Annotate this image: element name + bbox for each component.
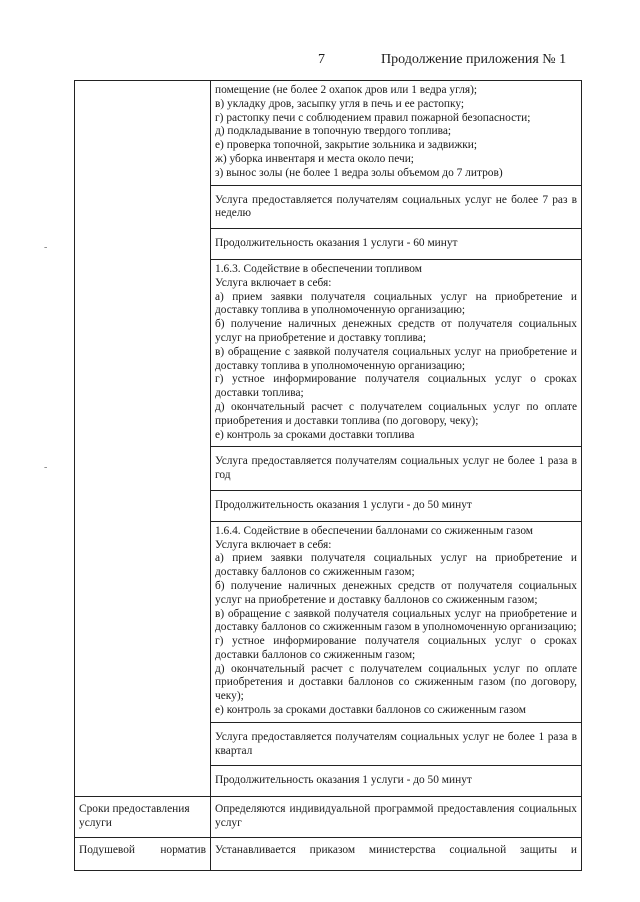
frequency-cell: Услуга предоставляется получателям социальных услуг не более 1 раза в год xyxy=(211,447,582,491)
terms-label-cell: Сроки предоставления услуги xyxy=(75,797,211,838)
list-item: помещение (не более 2 охапок дров или 1 ведра угля); xyxy=(215,84,478,96)
table-row xyxy=(75,837,582,870)
list-item: г) растопку печи с соблюдением правил пожарной безопасности; xyxy=(215,111,531,124)
fuel-service-cell xyxy=(211,259,582,446)
list-item: г) устное информирование получателя социальных услуг о сроках доставки топлива; xyxy=(215,373,577,400)
margin-mark: - xyxy=(44,242,48,253)
norm-label-right: норматив xyxy=(160,843,206,856)
services-table xyxy=(74,80,582,871)
frequency-cell: Услуга предоставляется получателям социальных услуг не более 1 раза в квартал xyxy=(211,722,582,766)
stoking-steps-cell xyxy=(211,81,582,186)
duration-cell: Продолжительность оказания 1 услуги - 60 минут xyxy=(211,229,582,260)
terms-value-cell: Определяются индивидуальной программой предоставления социальных услуг xyxy=(211,797,582,838)
table-row xyxy=(75,81,582,186)
list-item: в) обращение с заявкой получателя социальных услуг на приобретение и доставку топлива в уполномоченную организацию; xyxy=(215,345,577,372)
page-header xyxy=(0,52,640,72)
list-item: б) получение наличных денежных средств от получателя социальных услуг на приобретение и доставку баллонов со сжиженным газом; xyxy=(215,579,577,606)
includes-label: Услуга включает в себя: xyxy=(215,538,332,551)
list-item: е) проверка топочной, закрытие зольника и задвижки; xyxy=(215,139,478,152)
margin-mark: - xyxy=(44,462,48,473)
includes-label: Услуга включает в себя: xyxy=(215,276,332,289)
list-item: д) подкладывание в топочную твердого топлива; xyxy=(215,125,452,138)
duration-cell: Продолжительность оказания 1 услуги - до 50 минут xyxy=(211,766,582,797)
list-item: б) получение наличных денежных средств от получателя социальных услуг на приобретение и доставку топлива; xyxy=(215,318,577,344)
list-item: е) контроль за сроками доставки баллонов со сжиженным газом xyxy=(215,704,526,717)
list-item: е) контроль за сроками доставки топлива xyxy=(215,428,415,441)
list-item: д) окончательный расчет с получателем социальных услуг по оплате приобретения и доставки топлива (по договору, чеку); xyxy=(215,400,577,427)
section-title: 1.6.4. Содействие в обеспечении баллонами со сжиженным газом xyxy=(215,524,534,537)
list-item: д) окончательный расчет с получателем социальных услуг по оплате приобретения и доставки баллонов со сжиженным газом (по договору, чеку); xyxy=(215,662,577,703)
list-item: г) устное информирование получателя социальных услуг о сроках доставки баллонов со сжиженным газом; xyxy=(215,635,577,661)
empty-label-cell xyxy=(75,81,211,797)
list-item: в) обращение с заявкой получателя социальных услуг на приобретение и доставку баллонов со сжиженным газом в уполномоченную организацию; xyxy=(215,607,577,634)
norm-label-cell xyxy=(75,837,211,870)
duration-cell: Продолжительность оказания 1 услуги - до 50 минут xyxy=(211,490,582,521)
gas-service-cell xyxy=(211,521,582,722)
norm-label-left: Подушевой xyxy=(79,843,136,856)
list-item: а) прием заявки получателя социальных услуг на приобретение и доставку баллонов со сжиженным газом; xyxy=(215,552,577,579)
list-item: ж) уборка инвентаря и места около печи; xyxy=(215,152,414,165)
frequency-cell: Услуга предоставляется получателям социальных услуг не более 7 раз в неделю xyxy=(211,185,582,229)
norm-value-cell: Устанавливается приказом министерства социальной защиты и xyxy=(211,837,582,870)
page-number: 7 xyxy=(318,52,325,67)
list-item: з) вынос золы (не более 1 ведра золы объемом до 7 литров) xyxy=(215,166,503,179)
section-title: 1.6.3. Содействие в обеспечении топливом xyxy=(215,262,422,275)
list-item: в) укладку дров, засыпку угля в печь и ее растопку; xyxy=(215,97,465,110)
appendix-continuation-title: Продолжение приложения № 1 xyxy=(381,52,567,67)
table-row xyxy=(75,797,582,838)
list-item: а) прием заявки получателя социальных услуг на приобретение и доставку топлива в уполномоченную организацию; xyxy=(215,290,577,317)
